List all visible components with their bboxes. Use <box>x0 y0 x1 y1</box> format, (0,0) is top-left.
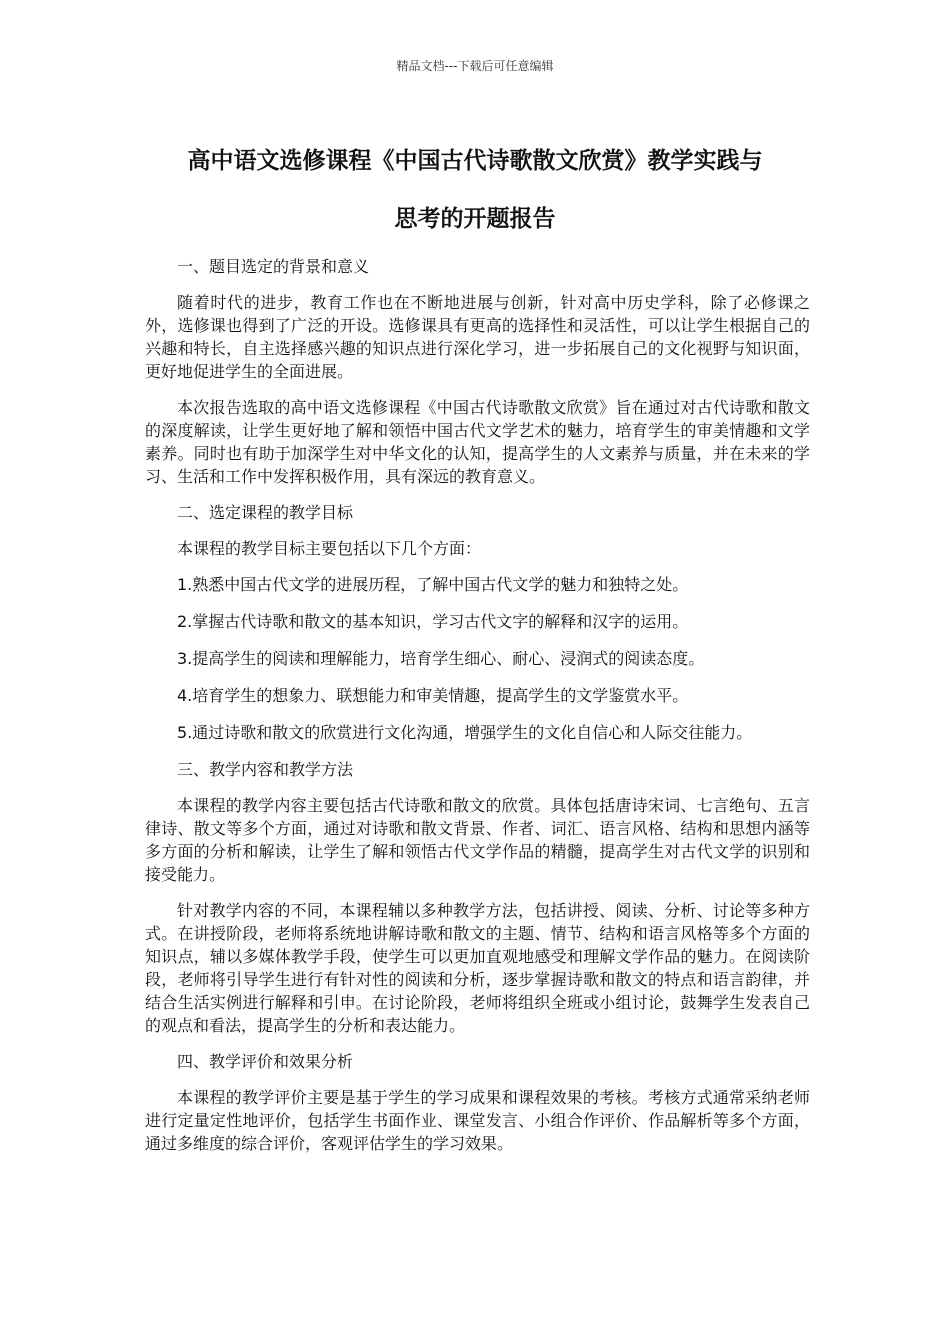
title-line-1: 高中语文选修课程《中国古代诗歌散文欣赏》教学实践与 <box>187 148 763 174</box>
paragraph: 本课程的教学内容主要包括古代诗歌和散文的欣赏。具体包括唐诗宋词、七言绝句、五言律诗、散文等多个方面，通过对诗歌和散文背景、作者、词汇、语言风格、结构和思想内涵等多方面的分析和解读，让学生了解和领悟古代文学作品的精髓，提高学生对古代文学的识别和接受能力。 <box>145 796 810 884</box>
paragraph: 随着时代的进步，教育工作也在不断地进展与创新，针对高中历史学科，除了必修课之外，选修课也得到了广泛的开设。选修课具有更高的选择性和灵活性，可以让学生根据自己的兴趣和特长，自主选择感兴趣的知识点进行深化学习，进一步拓展自己的文化视野与知识面，更好地促进学生的全面进展。 <box>145 293 810 381</box>
section-heading: 一、题目选定的背景和意义 <box>177 257 370 276</box>
document-title <box>145 132 805 248</box>
paragraph: 本课程的教学评价主要是基于学生的学习成果和课程效果的考核。考核方式通常采纳老师进行定量定性地评价，包括学生书面作业、课堂发言、小组合作评价、作品解析等多个方面，通过多维度的综合评价，客观评估学生的学习效果。 <box>145 1088 810 1153</box>
list-item: 5.通过诗歌和散文的欣赏进行文化沟通，增强学生的文化自信心和人际交往能力。 <box>177 723 753 742</box>
document-body <box>145 255 810 1168</box>
paragraph: 针对教学内容的不同，本课程辅以多种教学方法，包括讲授、阅读、分析、讨论等多种方式。在讲授阶段，老师将系统地讲解诗歌和散文的主题、情节、结构和语言风格等多个方面的知识点，辅以多媒体教学手段，使学生可以更加直观地感受和理解文学作品的魅力。在阅读阶段，老师将引导学生进行有针对性的阅读和分析，逐步掌握诗歌和散文的特点和语言韵律，并结合生活实例进行解释和引申。在讨论阶段，老师将组织全班或小组讨论，鼓舞学生发表自己的观点和看法，提高学生的分析和表达能力。 <box>145 901 810 1035</box>
list-item: 1.熟悉中国古代文学的进展历程，了解中国古代文学的魅力和独特之处。 <box>177 575 689 594</box>
paragraph: 本次报告选取的高中语文选修课程《中国古代诗歌散文欣赏》旨在通过对古代诗歌和散文的深度解读，让学生更好地了解和领悟中国古代文学艺术的魅力，培育学生的审美情趣和文学素养。同时也有助于加深学生对中华文化的认知，提高学生的人文素养与质量，并在未来的学习、生活和工作中发挥积极作用，具有深远的教育意义。 <box>145 398 810 486</box>
list-item: 2.掌握古代诗歌和散文的基本知识，学习古代文字的解释和汉字的运用。 <box>177 612 689 631</box>
section-heading: 二、选定课程的教学目标 <box>177 503 354 522</box>
section-heading: 三、教学内容和教学方法 <box>177 760 354 779</box>
page-header: 精品文档---下载后可任意编辑 <box>396 59 554 73</box>
list-item: 4.培育学生的想象力、联想能力和审美情趣，提高学生的文学鉴赏水平。 <box>177 686 689 705</box>
title-line-2: 思考的开题报告 <box>394 206 556 232</box>
section-heading: 四、教学评价和效果分析 <box>177 1052 354 1071</box>
paragraph: 本课程的教学目标主要包括以下几个方面： <box>177 539 482 558</box>
list-item: 3.提高学生的阅读和理解能力，培育学生细心、耐心、浸润式的阅读态度。 <box>177 649 705 668</box>
